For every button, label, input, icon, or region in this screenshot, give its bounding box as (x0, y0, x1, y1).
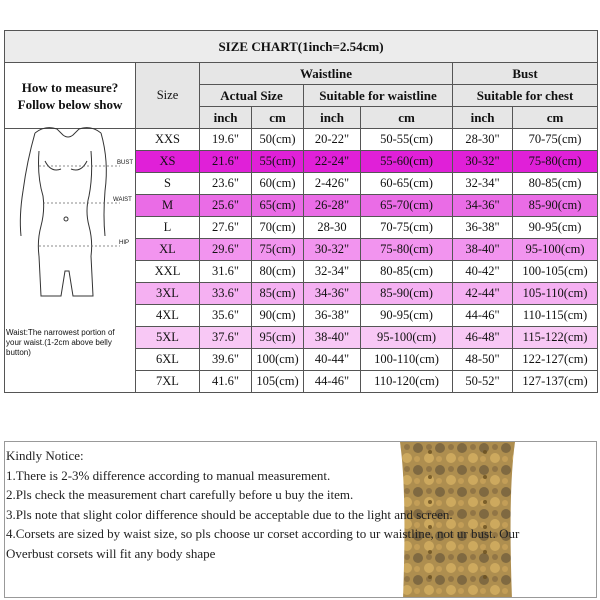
actual-inch-cell: 19.6" (200, 129, 252, 151)
chest-inch-cell: 36-38" (453, 217, 513, 239)
actual-cm-cell: 65(cm) (252, 195, 304, 217)
waistline-header: Waistline (200, 63, 453, 85)
actual-cm-cell: 55(cm) (252, 151, 304, 173)
waist-cm-cell: 65-70(cm) (361, 195, 453, 217)
size-cell: 6XL (136, 349, 200, 371)
waist-inch-cell: 34-36" (304, 283, 361, 305)
notice-heading: Kindly Notice: (6, 448, 84, 463)
unit-inch-header: inch (304, 107, 361, 129)
chest-inch-cell: 46-48" (453, 327, 513, 349)
unit-cm-header: cm (252, 107, 304, 129)
size-cell: M (136, 195, 200, 217)
notice-text (5, 446, 597, 563)
size-cell: 3XL (136, 283, 200, 305)
bust-header: Bust (453, 63, 598, 85)
actual-inch-cell: 37.6" (200, 327, 252, 349)
actual-cm-cell: 105(cm) (252, 371, 304, 393)
chest-cm-cell: 95-100(cm) (513, 239, 598, 261)
chest-inch-cell: 32-34" (453, 173, 513, 195)
waist-cm-cell: 75-80(cm) (361, 239, 453, 261)
waist-note: Waist:The narrowest portion of your waist.(1-2cm above belly button) (6, 328, 115, 357)
bust-label: BUST (117, 160, 134, 166)
how-to-measure-header (5, 63, 136, 129)
actual-cm-cell: 50(cm) (252, 129, 304, 151)
chest-cm-cell: 70-75(cm) (513, 129, 598, 151)
waist-inch-cell: 26-28" (304, 195, 361, 217)
chest-cm-cell: 100-105(cm) (513, 261, 598, 283)
chest-inch-cell: 40-42" (453, 261, 513, 283)
chest-inch-cell: 38-40" (453, 239, 513, 261)
waist-cm-cell: 110-120(cm) (361, 371, 453, 393)
waist-inch-cell: 30-32" (304, 239, 361, 261)
actual-inch-cell: 27.6" (200, 217, 252, 239)
body-outline-icon (5, 121, 134, 311)
unit-inch-header: inch (200, 107, 252, 129)
waist-cm-cell: 50-55(cm) (361, 129, 453, 151)
waist-cm-cell: 55-60(cm) (361, 151, 453, 173)
actual-size-header: Actual Size (200, 85, 304, 107)
actual-inch-cell: 23.6" (200, 173, 252, 195)
chest-cm-cell: 85-90(cm) (513, 195, 598, 217)
chest-inch-cell: 42-44" (453, 283, 513, 305)
waist-cm-cell: 70-75(cm) (361, 217, 453, 239)
hip-label: HIP (119, 240, 130, 246)
waist-inch-cell: 28-30 (304, 217, 361, 239)
size-cell: L (136, 217, 200, 239)
size-cell: 4XL (136, 305, 200, 327)
waist-inch-cell: 40-44" (304, 349, 361, 371)
actual-cm-cell: 85(cm) (252, 283, 304, 305)
unit-cm-header: cm (513, 107, 598, 129)
notice-panel (4, 441, 597, 598)
actual-cm-cell: 80(cm) (252, 261, 304, 283)
notice-line-1: 1.There is 2-3% difference according to manual measurement. (6, 467, 331, 483)
chest-inch-cell: 44-46" (453, 305, 513, 327)
actual-inch-cell: 35.6" (200, 305, 252, 327)
waist-inch-cell: 38-40" (304, 327, 361, 349)
howto-line2: Follow below show (17, 96, 123, 112)
actual-cm-cell: 75(cm) (252, 239, 304, 261)
notice-line-3: 3.Pls note that slight color difference should be acceptable due to the light and screen. (6, 506, 453, 522)
chest-cm-cell: 127-137(cm) (513, 371, 598, 393)
actual-inch-cell: 41.6" (200, 371, 252, 393)
actual-cm-cell: 60(cm) (252, 173, 304, 195)
size-cell: 7XL (136, 371, 200, 393)
actual-inch-cell: 39.6" (200, 349, 252, 371)
size-cell: S (136, 173, 200, 195)
waist-inch-cell: 32-34" (304, 261, 361, 283)
waist-inch-cell: 20-22" (304, 129, 361, 151)
chest-cm-cell: 75-80(cm) (513, 151, 598, 173)
waist-inch-cell: 36-38" (304, 305, 361, 327)
chest-inch-cell: 28-30" (453, 129, 513, 151)
size-header: Size (136, 63, 200, 129)
chart-title: SIZE CHART(1inch=2.54cm) (5, 31, 598, 63)
size-cell: 5XL (136, 327, 200, 349)
size-cell: XXL (136, 261, 200, 283)
waist-inch-cell: 22-24" (304, 151, 361, 173)
notice-line-5: Overbust corsets will fit any body shape (6, 545, 216, 561)
waist-cm-cell: 100-110(cm) (361, 349, 453, 371)
chest-cm-cell: 122-127(cm) (513, 349, 598, 371)
unit-inch-header: inch (453, 107, 513, 129)
chest-inch-cell: 48-50" (453, 349, 513, 371)
actual-cm-cell: 90(cm) (252, 305, 304, 327)
actual-cm-cell: 95(cm) (252, 327, 304, 349)
suitable-chest-header: Suitable for chest (453, 85, 598, 107)
chest-inch-cell: 30-32" (453, 151, 513, 173)
actual-cm-cell: 100(cm) (252, 349, 304, 371)
chest-cm-cell: 80-85(cm) (513, 173, 598, 195)
waist-inch-cell: 2-426" (304, 173, 361, 195)
chest-inch-cell: 50-52" (453, 371, 513, 393)
actual-cm-cell: 70(cm) (252, 217, 304, 239)
waist-cm-cell: 90-95(cm) (361, 305, 453, 327)
suitable-waistline-header: Suitable for waistline (304, 85, 453, 107)
notice-line-4: 4.Corsets are sized by waist size, so pls choose ur corset according to ur waistline, not ur bust. Our (6, 526, 520, 541)
body-figure-illustration (5, 121, 134, 311)
actual-inch-cell: 21.6" (200, 151, 252, 173)
waist-cm-cell: 60-65(cm) (361, 173, 453, 195)
size-cell: XS (136, 151, 200, 173)
howto-line1: How to measure? (21, 79, 119, 95)
waist-cm-cell: 85-90(cm) (361, 283, 453, 305)
size-cell: XXS (136, 129, 200, 151)
waist-inch-cell: 44-46" (304, 371, 361, 393)
chest-cm-cell: 105-110(cm) (513, 283, 598, 305)
chest-cm-cell: 90-95(cm) (513, 217, 598, 239)
waist-cm-cell: 95-100(cm) (361, 327, 453, 349)
actual-inch-cell: 31.6" (200, 261, 252, 283)
actual-inch-cell: 29.6" (200, 239, 252, 261)
actual-inch-cell: 33.6" (200, 283, 252, 305)
notice-line-2: 2.Pls check the measurement chart carefully before u buy the item. (6, 487, 354, 502)
waist-cm-cell: 80-85(cm) (361, 261, 453, 283)
unit-cm-header: cm (361, 107, 453, 129)
size-cell: XL (136, 239, 200, 261)
chest-cm-cell: 110-115(cm) (513, 305, 598, 327)
chest-cm-cell: 115-122(cm) (513, 327, 598, 349)
actual-inch-cell: 25.6" (200, 195, 252, 217)
waist-label: WAIST (113, 197, 132, 203)
chest-inch-cell: 34-36" (453, 195, 513, 217)
